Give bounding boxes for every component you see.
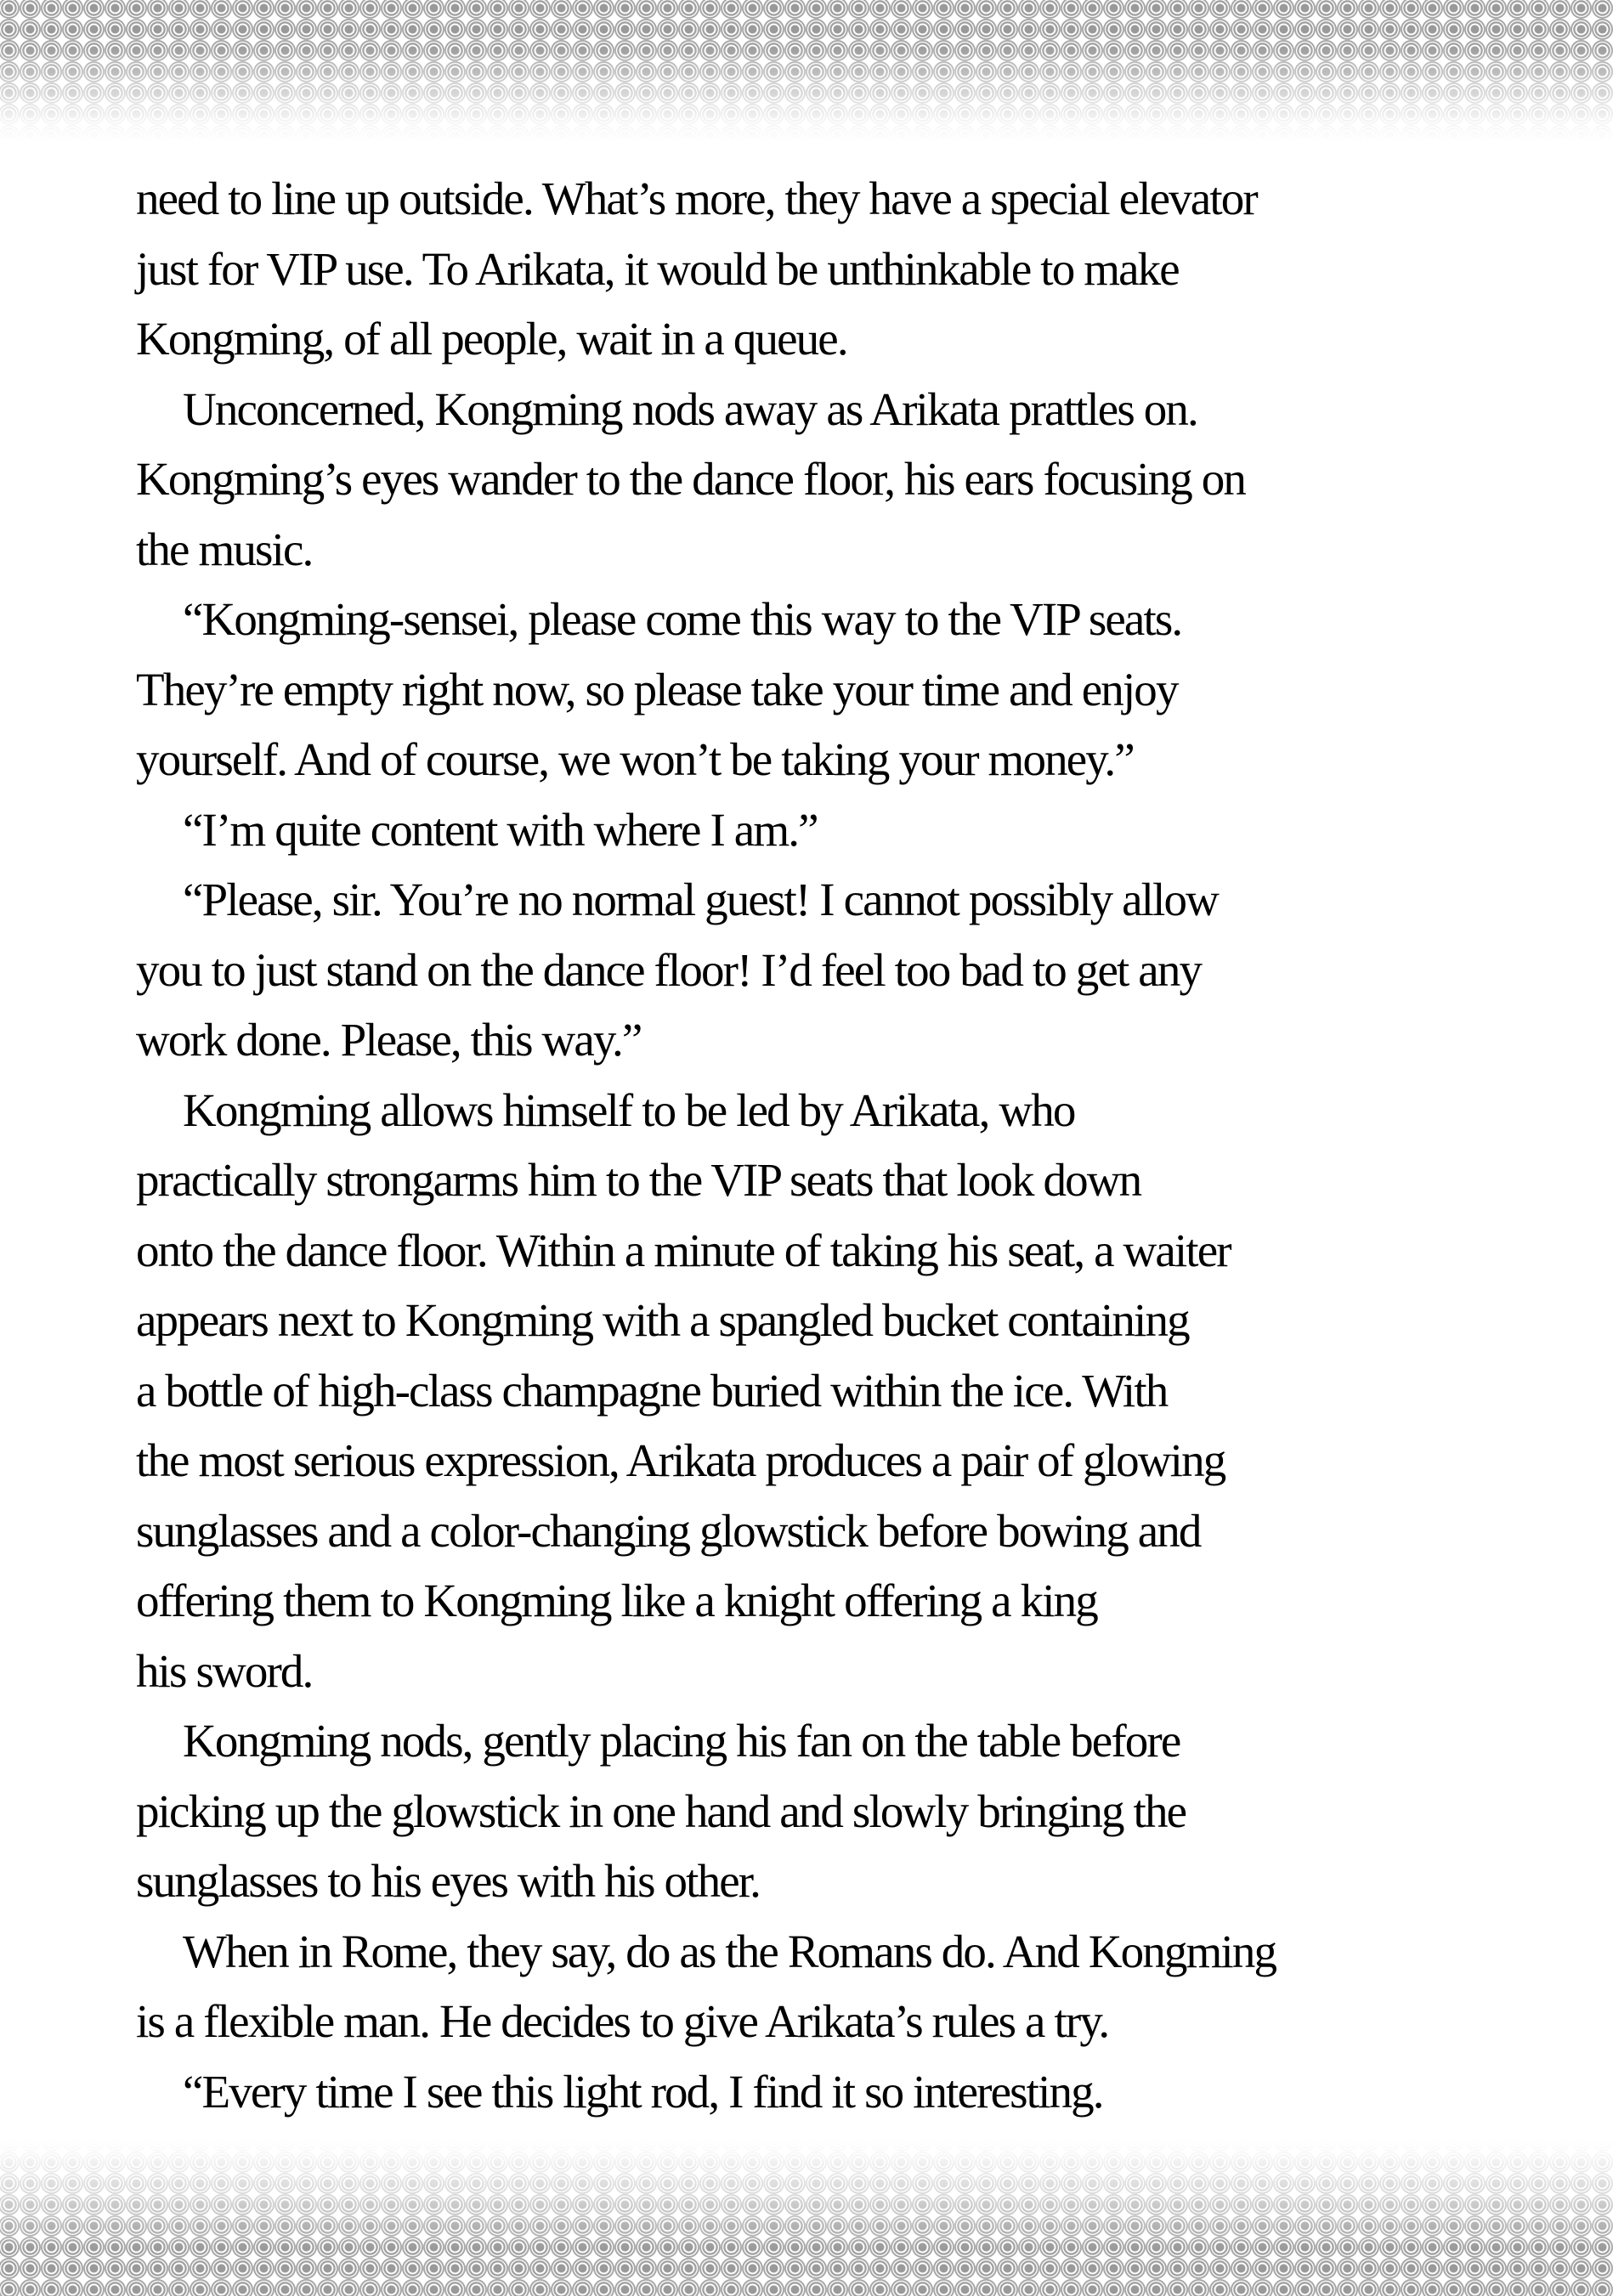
text-line: just for VIP use. To Arikata, it would be unthinkable to make (136, 242, 1179, 295)
text-line: is a flexible man. He decides to give Arikata’s rules a try. (136, 1995, 1109, 2048)
top-border-ring-pattern (0, 0, 1613, 144)
text-line: “Kongming-sensei, please come this way to the VIP seats. (183, 593, 1182, 646)
text-line: sunglasses and a color-changing glowstick before bowing and (136, 1504, 1201, 1557)
text-line: yourself. And of course, we won’t be taking your money.” (136, 733, 1134, 786)
text-line: work done. Please, this way.” (136, 1014, 642, 1066)
text-line: the most serious expression, Arikata produces a pair of glowing (136, 1434, 1225, 1487)
text-line: “Please, sir. You’re no normal guest! I cannot possibly allow (183, 874, 1218, 926)
text-line: sunglasses to his eyes with his other. (136, 1855, 761, 1908)
text-line: a bottle of high-class champagne buried within the ice. With (136, 1364, 1168, 1417)
text-line: Kongming allows himself to be led by Arikata, who (183, 1083, 1075, 1136)
text-line: appears next to Kongming with a spangled bucket containing (136, 1294, 1189, 1347)
text-line: offering them to Kongming like a knight offering a king (136, 1575, 1097, 1627)
text-line: his sword. (136, 1644, 313, 1697)
text-line: Kongming’s eyes wander to the dance floor, his ears focusing on (136, 453, 1246, 506)
text-line: They’re empty right now, so please take your time and enjoy (136, 663, 1178, 715)
text-line: need to line up outside. What’s more, they have a special elevator (136, 172, 1257, 224)
text-line: onto the dance floor. Within a minute of taking his seat, a waiter (136, 1224, 1231, 1276)
text-line: “Every time I see this light rod, I find it so interesting. (183, 2065, 1103, 2118)
text-line: Kongming, of all people, wait in a queue. (136, 313, 847, 365)
text-line: “I’m quite content with where I am.” (183, 803, 818, 856)
text-line: Kongming nods, gently placing his fan on the table before (183, 1715, 1180, 1767)
bottom-border-ring-pattern (0, 2139, 1613, 2296)
body-text (136, 164, 1513, 2127)
text-line: When in Rome, they say, do as the Romans do. And Kongming (183, 1925, 1276, 1977)
text-line: picking up the glowstick in one hand and slowly bringing the (136, 1784, 1186, 1837)
text-line: practically strongarms him to the VIP seats that look down (136, 1154, 1141, 1207)
text-line: the music. (136, 523, 313, 575)
text-line: Unconcerned, Kongming nods away as Arikata prattles on. (183, 382, 1197, 435)
text-line: you to just stand on the dance floor! I’d feel too bad to get any (136, 943, 1202, 996)
